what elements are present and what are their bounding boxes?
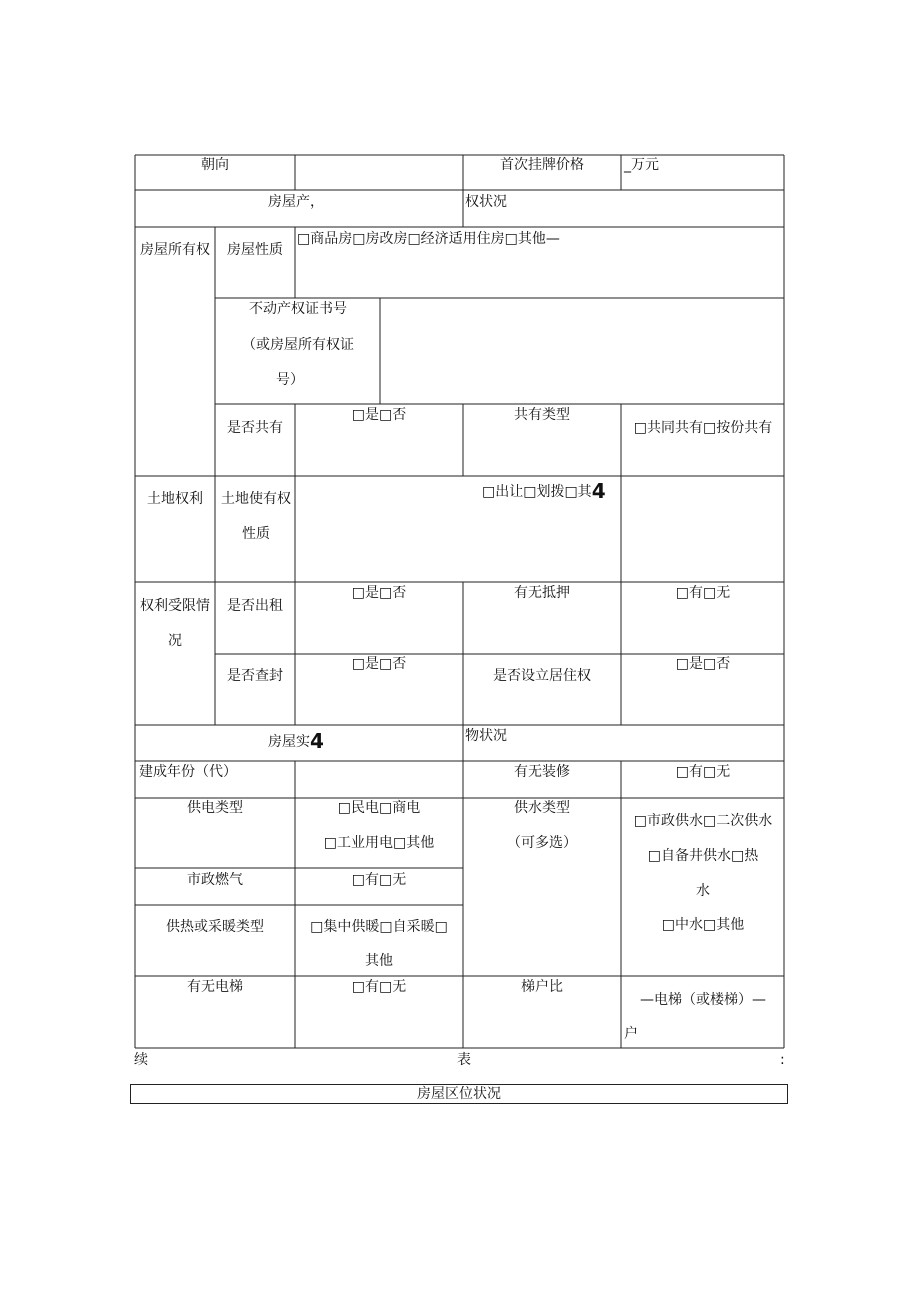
- rented-options[interactable]: □是□否: [351, 585, 407, 601]
- property-section-title-left: 房屋产，: [268, 194, 324, 210]
- elevator-options[interactable]: □有□无: [351, 979, 407, 995]
- water-options-line4[interactable]: □中水□其他: [661, 917, 745, 933]
- heating-options-line1[interactable]: □集中供暖□自采暖□: [310, 919, 448, 935]
- heating-options-line2[interactable]: 其他: [365, 953, 393, 969]
- land-rights-label: 土地权利: [147, 491, 203, 507]
- power-options-line1[interactable]: □民电□商电: [337, 800, 421, 816]
- physical-title-garbled-glyph: 4: [310, 729, 324, 753]
- continued-middle: 表: [457, 1052, 471, 1068]
- water-options-line2[interactable]: □自备井供水□热: [647, 848, 759, 864]
- continued-left: 续: [134, 1052, 148, 1068]
- orientation-label: 朝向: [201, 157, 229, 173]
- residence-right-options[interactable]: □是□否: [675, 656, 731, 672]
- restriction-label-line1: 权利受限情: [140, 598, 210, 614]
- location-section-title: 房屋区位状况: [417, 1086, 501, 1102]
- stair-household-ratio-line1[interactable]: —电梯（或楼梯）—: [640, 992, 766, 1008]
- physical-section-title-left: 房屋实4: [268, 729, 324, 753]
- physical-section-title-right: 物状况: [465, 728, 507, 744]
- mortgage-label: 有无抵押: [514, 585, 570, 601]
- house-nature-label: 房屋性质: [227, 242, 283, 258]
- water-options-line1[interactable]: □市政供水□二次供水: [633, 813, 773, 829]
- shared-type-options[interactable]: □共同共有□按份共有: [633, 420, 773, 436]
- land-nature-options[interactable]: □出让□划拨□其4: [482, 479, 606, 503]
- elevator-label: 有无电梯: [187, 979, 243, 995]
- location-section-header: [130, 1084, 788, 1104]
- water-type-label-line1: 供水类型: [514, 800, 570, 816]
- shared-ownership-options[interactable]: □是□否: [351, 407, 407, 423]
- cert-number-label-line2: （或房屋所有权证: [242, 337, 354, 353]
- land-options-garbled-glyph: 4: [591, 479, 606, 503]
- shared-type-label: 共有类型: [514, 407, 570, 423]
- house-nature-options[interactable]: □商品房□房改房□经济适用住房□其他—: [297, 231, 560, 247]
- land-nature-label-line1: 土地使有权: [221, 491, 291, 507]
- gas-label: 市政燃气: [187, 872, 243, 888]
- shared-ownership-label: 是否共有: [227, 420, 283, 436]
- sealed-options[interactable]: □是□否: [351, 656, 407, 672]
- heating-type-label: 供热或采暖类型: [166, 919, 264, 935]
- residence-right-label: 是否设立居住权: [493, 668, 591, 684]
- restriction-label-line2: 况: [168, 633, 182, 649]
- land-nature-label-line2: 性质: [242, 526, 270, 542]
- ownership-group-label: 房屋所有权: [140, 242, 210, 258]
- power-type-label: 供电类型: [187, 800, 243, 816]
- water-type-label-line2: （可多选）: [507, 835, 577, 851]
- continued-right: :: [780, 1052, 785, 1068]
- build-year-label: 建成年份（代）: [139, 764, 237, 780]
- sealed-label: 是否查封: [227, 668, 283, 684]
- stair-household-ratio-label: 梯户比: [521, 979, 563, 995]
- rented-label: 是否出租: [227, 598, 283, 614]
- property-section-title-right: 权状况: [465, 194, 507, 210]
- power-options-line2[interactable]: □工业用电□其他: [323, 835, 435, 851]
- mortgage-options[interactable]: □有□无: [675, 585, 731, 601]
- listing-price-label: 首次挂牌价格: [500, 157, 584, 173]
- listing-price-value[interactable]: _万元: [624, 157, 659, 173]
- decoration-options[interactable]: □有□无: [675, 764, 731, 780]
- cert-number-label-line3: 号）: [276, 372, 304, 388]
- stair-household-ratio-line2[interactable]: 户: [624, 1026, 638, 1042]
- decoration-label: 有无装修: [514, 764, 570, 780]
- gas-options[interactable]: □有□无: [351, 872, 407, 888]
- cert-number-label-line1: 不动产权证书号: [249, 301, 347, 317]
- water-options-line3[interactable]: 水: [696, 883, 710, 899]
